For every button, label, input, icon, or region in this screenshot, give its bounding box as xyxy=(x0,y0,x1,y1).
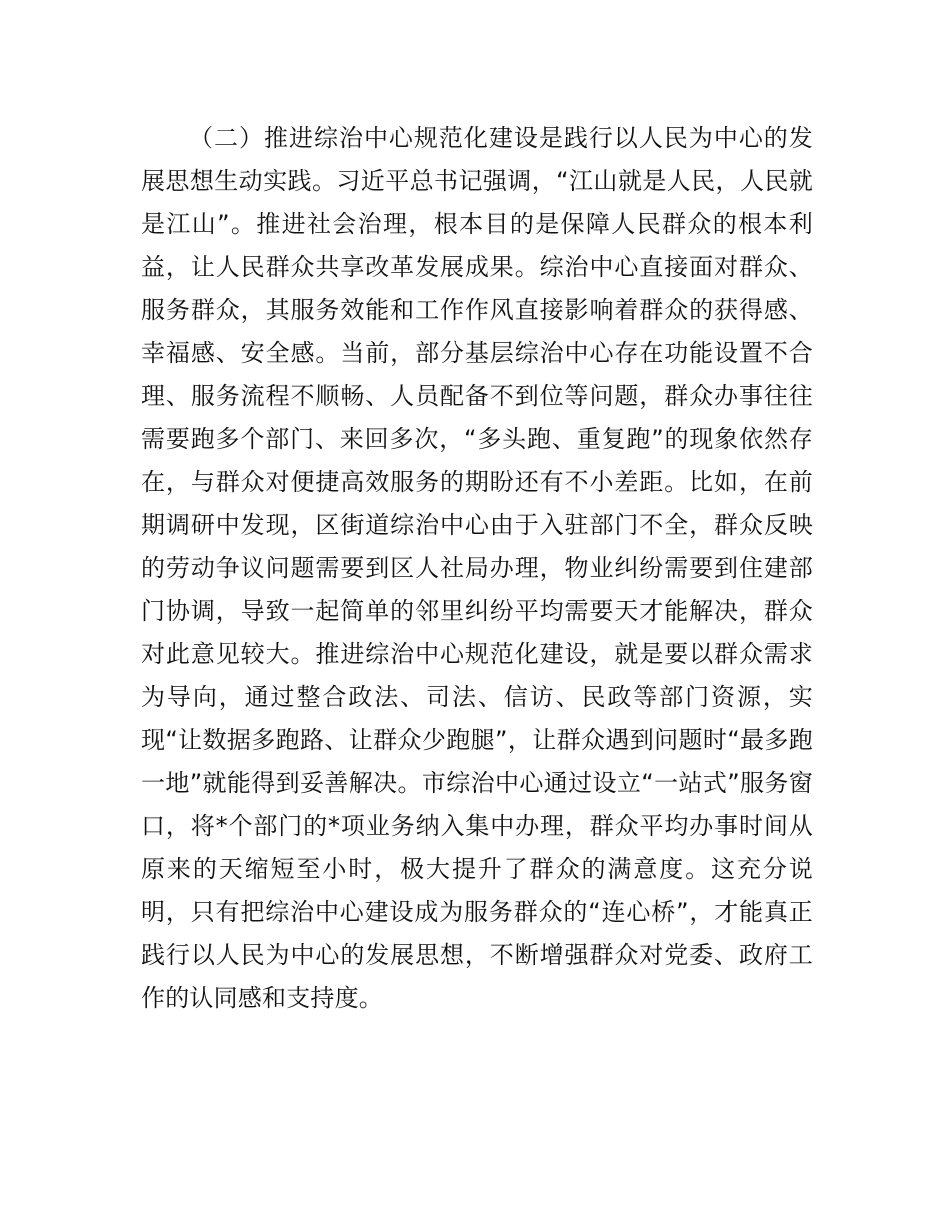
body-paragraph: （二）推进综治中心规范化建设是践行以人民为中心的发展思想生动实践。习近平总书记强调，“江山就是人民，人民就是江山”。推进社会治理，根本目的是保障人民群众的根本利益，让人民群众共享改革发展成果。综治中心直接面对群众、服务群众，其服务效能和工作作风直接影响着群众的获得感、幸福感、安全感。当前，部分基层综治中心存在功能设置不合理、服务流程不顺畅、人员配备不到位等问题，群众办事往往需要跑多个部门、来回多次，“多头跑、重复跑”的现象依然存在，与群众对便捷高效服务的期盼还有不小差距。比如，在前期调研中发现，区街道综治中心由于入驻部门不全，群众反映的劳动争议问题需要到区人社局办理，物业纠纷需要到住建部门协调，导致一起简单的邻里纠纷平均需要天才能解决，群众对此意见较大。推进综治中心规范化建设，就是要以群众需求为导向，通过整合政法、司法、信访、民政等部门资源，实现“让数据多跑路、让群众少跑腿”，让群众遇到问题时“最多跑一地”就能得到妥善解决。市综治中心通过设立“一站式”服务窗口，将*个部门的*项业务纳入集中办理，群众平均办事时间从原来的天缩短至小时，极大提升了群众的满意度。这充分说明，只有把综治中心建设成为服务群众的“连心桥”，才能真正践行以人民为中心的发展思想，不断增强群众对党委、政府工作的认同感和支持度。 xyxy=(141,124,813,1012)
